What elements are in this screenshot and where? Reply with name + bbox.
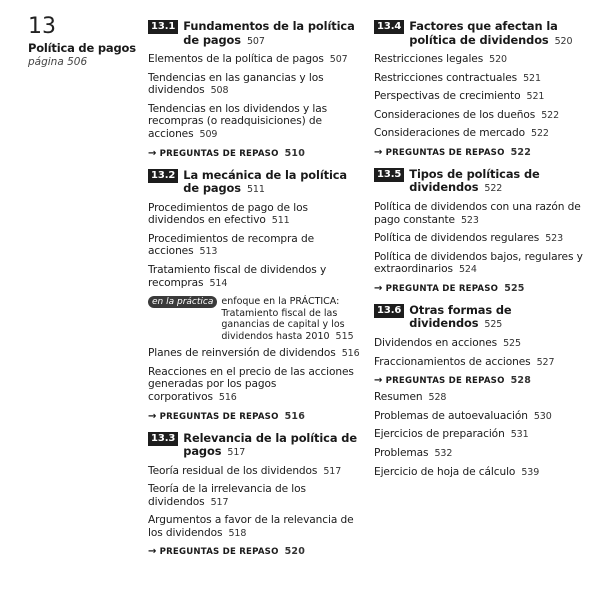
toc-entry — [374, 201, 590, 227]
section-number-badge: 13.5 — [374, 168, 404, 182]
section-page: 522 — [484, 183, 503, 195]
entry-page: 527 — [536, 356, 555, 368]
arrow-right-icon: → — [374, 375, 383, 387]
arrow-right-icon: → — [148, 147, 157, 159]
arrow-right-icon: → — [374, 146, 383, 158]
section-number-badge: 13.1 — [148, 20, 178, 34]
toc-entry — [374, 251, 590, 277]
toc-entry — [148, 233, 360, 259]
toc-column-right — [374, 20, 590, 489]
entry-page: 522 — [541, 109, 560, 121]
review-page: 522 — [510, 146, 532, 158]
toc-entry — [374, 337, 590, 351]
entry-page: 525 — [503, 337, 521, 349]
entry-text: Problemas de autoevaluación — [374, 409, 528, 422]
chapter-title: Política de pagos — [28, 41, 136, 55]
section-number-badge: 13.4 — [374, 20, 404, 34]
entry-page: 523 — [545, 233, 564, 245]
practice-page: 515 — [335, 330, 354, 342]
section-heading — [374, 168, 590, 196]
entry-page: 518 — [228, 527, 247, 539]
section-heading — [148, 169, 360, 197]
section-page: 507 — [246, 35, 265, 47]
toc-entry — [148, 53, 360, 67]
entry-page: 521 — [526, 91, 545, 103]
entry-text: Fraccionamientos de acciones — [374, 355, 531, 368]
toc-entry — [148, 202, 360, 228]
toc-entry — [374, 53, 590, 67]
entry-text: Consideraciones de mercado — [374, 127, 526, 140]
toc-entry — [374, 232, 590, 246]
chapter-page: página 506 — [28, 56, 88, 68]
section-number-badge: 13.2 — [148, 169, 178, 183]
entry-text: Política de dividendos con una razón de pago constante — [374, 200, 581, 226]
entry-text: Tendencias en las ganancias y los dividendos — [148, 71, 324, 97]
section-number-badge: 13.6 — [374, 304, 404, 318]
review-label: PREGUNTAS DE REPASO — [385, 147, 505, 158]
entry-text: Teoría residual de los dividendos — [148, 464, 318, 477]
entry-page: 532 — [434, 447, 453, 459]
review-page: 528 — [510, 375, 532, 387]
toc-entry-warmup — [374, 428, 590, 442]
entry-text: Restricciones contractuales — [374, 71, 518, 84]
toc-entry-spreadsheet — [374, 466, 590, 480]
toc-entry-summary — [374, 391, 590, 405]
entry-page: 517 — [323, 465, 342, 477]
entry-text: Reacciones en el precio de las acciones generadas por los pagos corporativos — [148, 365, 354, 403]
arrow-right-icon: → — [148, 546, 157, 558]
section-heading — [374, 304, 590, 332]
section-13-1 — [148, 20, 360, 159]
section-title: La mecánica de la política de pagos — [183, 167, 348, 196]
review-page: 510 — [284, 147, 306, 159]
section-13-6 — [374, 304, 590, 479]
review-questions-link — [374, 375, 590, 386]
entry-text: Política de dividendos bajos, regulares y extraordinarios — [374, 250, 583, 276]
toc-entry — [148, 465, 360, 479]
toc-entry — [148, 483, 360, 509]
entry-page: 513 — [199, 246, 218, 258]
review-questions-link — [148, 411, 360, 422]
entry-page: 521 — [523, 72, 541, 84]
entry-text: Teoría de la irrelevancia de los dividendos — [148, 483, 306, 508]
toc-entry — [374, 90, 590, 104]
section-title: Tipos de políticas de dividendos — [409, 166, 540, 195]
section-13-4 — [374, 20, 590, 158]
review-page: 520 — [284, 546, 306, 558]
section-title: Otras formas de dividendos — [409, 302, 512, 331]
chapter-header — [28, 16, 138, 68]
section-13-2 — [148, 169, 360, 422]
entry-text: Ejercicios de preparación — [374, 428, 505, 441]
entry-text: Dividendos en acciones — [374, 336, 498, 349]
practice-focus-entry — [148, 296, 360, 342]
entry-text: Ejercicio de hoja de cálculo — [374, 465, 516, 478]
entry-text: Resumen — [374, 391, 423, 404]
section-page: 525 — [484, 319, 503, 331]
review-question-link — [374, 283, 590, 294]
section-title: Fundamentos de la política de pagos — [183, 19, 355, 47]
review-questions-link — [148, 546, 360, 557]
entry-page: 528 — [428, 392, 447, 404]
toc-entry — [148, 514, 360, 540]
toc-entry — [374, 72, 590, 86]
entry-page: 539 — [521, 466, 540, 478]
review-questions-link — [148, 148, 360, 159]
section-13-3 — [148, 432, 360, 558]
entry-page: 523 — [460, 214, 479, 226]
practice-text: enfoque en la PRÁCTICA: Tratamiento fiscal de las ganancias de capital y los dividendos hasta 2010 — [221, 296, 345, 342]
entry-page: 517 — [210, 496, 229, 508]
entry-text: Tratamiento fiscal de dividendos y recompras — [148, 263, 327, 289]
entry-page: 522 — [531, 128, 549, 140]
entry-page: 520 — [489, 54, 507, 65]
practice-badge: en la práctica — [148, 296, 217, 308]
section-heading — [148, 20, 360, 48]
section-title: Factores que afectan la política de dividendos — [409, 19, 558, 47]
section-13-5 — [374, 168, 590, 294]
arrow-right-icon: → — [148, 410, 157, 422]
entry-page: 507 — [329, 54, 348, 65]
review-label: PREGUNTA DE REPASO — [385, 283, 499, 294]
entry-text: Procedimientos de pago de los dividendos en efectivo — [148, 201, 308, 227]
review-label: PREGUNTAS DE REPASO — [159, 411, 279, 422]
entry-text: Procedimientos de recompra de acciones — [148, 232, 314, 258]
section-page: 517 — [227, 447, 246, 458]
entry-page: 531 — [510, 429, 529, 441]
entry-text: Problemas — [374, 446, 429, 459]
toc-entry — [374, 127, 590, 141]
toc-entry — [148, 366, 360, 405]
section-heading — [148, 432, 360, 460]
section-heading — [374, 20, 590, 48]
entry-page: 524 — [458, 264, 477, 276]
toc-entry-self-test — [374, 410, 590, 424]
entry-text: Política de dividendos regulares — [374, 232, 540, 245]
entry-page: 516 — [341, 348, 360, 360]
entry-text: Perspectivas de crecimiento — [374, 90, 521, 103]
section-title: Relevancia de la política de pagos — [183, 430, 357, 458]
toc-entry — [374, 109, 590, 123]
toc-entry — [148, 347, 360, 361]
toc-entry — [148, 264, 360, 290]
review-questions-link — [374, 147, 590, 158]
entry-text: Consideraciones de los dueños — [374, 108, 536, 121]
entry-text: Argumentos a favor de la relevancia de los dividendos — [148, 514, 354, 539]
review-label: PREGUNTAS DE REPASO — [159, 547, 279, 558]
review-label: PREGUNTAS DE REPASO — [159, 148, 279, 159]
review-page: 525 — [504, 282, 525, 294]
section-number-badge: 13.3 — [148, 432, 178, 446]
entry-page: 508 — [210, 85, 229, 97]
review-label: PREGUNTAS DE REPASO — [385, 376, 505, 387]
section-page: 520 — [554, 35, 573, 47]
review-page: 516 — [284, 410, 306, 422]
entry-page: 509 — [199, 128, 218, 140]
toc-entry — [148, 72, 360, 98]
entry-page: 511 — [271, 215, 290, 227]
entry-text: Elementos de la política de pagos — [148, 53, 324, 65]
entry-text: Tendencias en los dividendos y las recompras (o readquisiciones) de acciones — [148, 102, 328, 140]
section-page: 511 — [246, 184, 265, 196]
toc-entry — [374, 356, 590, 370]
toc-column-middle — [148, 20, 360, 567]
toc-entry-problems — [374, 447, 590, 461]
entry-text: Planes de reinversión de dividendos — [148, 347, 336, 360]
entry-page: 530 — [533, 410, 552, 422]
chapter-number: 13 — [28, 14, 56, 39]
toc-entry — [148, 103, 360, 142]
entry-text: Restricciones legales — [374, 53, 484, 65]
entry-page: 516 — [218, 391, 237, 403]
entry-page: 514 — [209, 277, 228, 289]
arrow-right-icon: → — [374, 282, 383, 294]
